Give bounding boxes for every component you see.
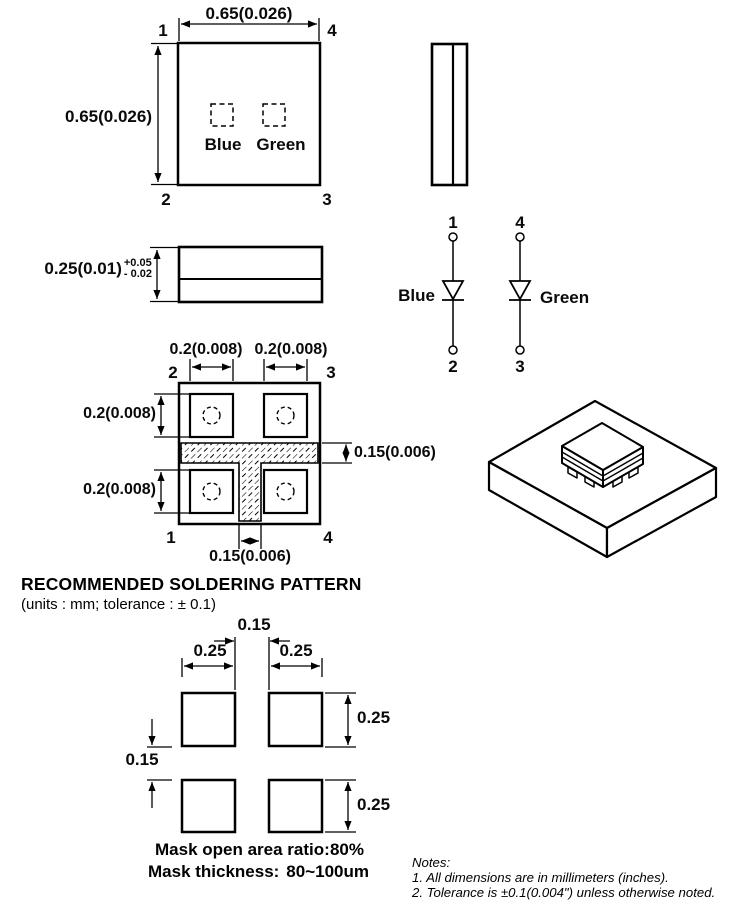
soldering-pad-height-dim-top: 0.25 (357, 708, 391, 727)
mask-open-area-row (155, 840, 364, 860)
soldering-pad-height-dim-bottom: 0.25 (357, 795, 391, 814)
schematic-pin3: 3 (515, 357, 525, 376)
top-view-blue-label: Blue (204, 135, 242, 154)
top-view-width-dim: 0.65(0.026) (205, 4, 293, 23)
notes-block (412, 856, 715, 900)
notes-line1: 1. All dimensions are in millimeters (inches). (412, 869, 669, 885)
notes-title: Notes: (412, 855, 451, 870)
schematic-green-label: Green (540, 288, 590, 307)
circuit-schematic (442, 233, 531, 354)
schematic-pin4: 4 (515, 213, 525, 232)
top-view-pin1: 1 (158, 21, 168, 40)
bottom-pad-view (154, 359, 352, 549)
top-view (151, 18, 320, 185)
bottom-view-pad-height-dim-upper: 0.2(0.008) (83, 405, 156, 422)
mask-open-area-value: 80% (329, 840, 364, 859)
thickness-value: 0.25(0.01) (44, 258, 122, 278)
tolerance-plus: +0.05 (123, 257, 152, 269)
top-view-height-dim: 0.65(0.026) (65, 107, 152, 126)
tolerance-minus: - 0.02 (123, 267, 152, 280)
top-view-green-label: Green (256, 135, 306, 154)
blue-diode-symbol (442, 233, 464, 354)
soldering-dimensions (147, 637, 356, 832)
bottom-view-band-dim: 0.15(0.006) (354, 444, 436, 461)
bottom-view-pin2: 2 (168, 363, 178, 382)
top-view-pin4: 4 (327, 21, 337, 40)
bottom-view-pad-width-dim-right: 0.2(0.008) (254, 341, 328, 358)
soldering-gap-v-dim: 0.15 (125, 750, 159, 769)
soldering-pattern-subtitle: (units : mm; tolerance : ± 0.1) (21, 596, 216, 613)
top-view-pin3: 3 (322, 190, 332, 209)
mask-thickness-row (148, 862, 369, 882)
soldering-pad-width-dim-right: 0.25 (279, 641, 313, 660)
soldering-pattern-title: RECOMMENDED SOLDERING PATTERN (21, 574, 362, 594)
bottom-view-pad-width-dim-left: 0.2(0.008) (169, 341, 243, 358)
side-view-front (150, 247, 322, 302)
bottom-view-pad-height-dim-lower: 0.2(0.008) (83, 481, 156, 498)
mask-thickness-label: Mask thickness: (148, 862, 280, 881)
mask-thickness-value: 80~100um (286, 862, 369, 881)
soldering-pattern (147, 637, 356, 832)
thickness-tolerance (124, 258, 152, 279)
bottom-view-pin4: 4 (323, 528, 333, 547)
side-view-right (432, 44, 467, 185)
bottom-view-pin1: 1 (166, 528, 176, 547)
green-diode-symbol (509, 233, 531, 354)
bottom-view-stem-dim: 0.15(0.006) (209, 548, 291, 565)
thickness-dimension (150, 248, 178, 302)
iso-3d-view (489, 401, 716, 557)
schematic-blue-label: Blue (398, 286, 435, 305)
bottom-view-pin3: 3 (326, 363, 336, 382)
thickness-dim-label (30, 258, 152, 279)
soldering-pad-width-dim-left: 0.25 (193, 641, 227, 660)
stencil-pads (182, 693, 322, 832)
mask-open-area-label: Mask open area ratio: (155, 840, 330, 859)
notes-line2: 2. Tolerance is ±0.1(0.004") unless otherwise noted. (412, 884, 716, 900)
top-view-pin2: 2 (161, 190, 171, 209)
schematic-pin2: 2 (448, 357, 458, 376)
package-outline-top (178, 43, 320, 185)
soldering-gap-h-dim: 0.15 (237, 615, 271, 634)
schematic-pin1: 1 (448, 213, 458, 232)
